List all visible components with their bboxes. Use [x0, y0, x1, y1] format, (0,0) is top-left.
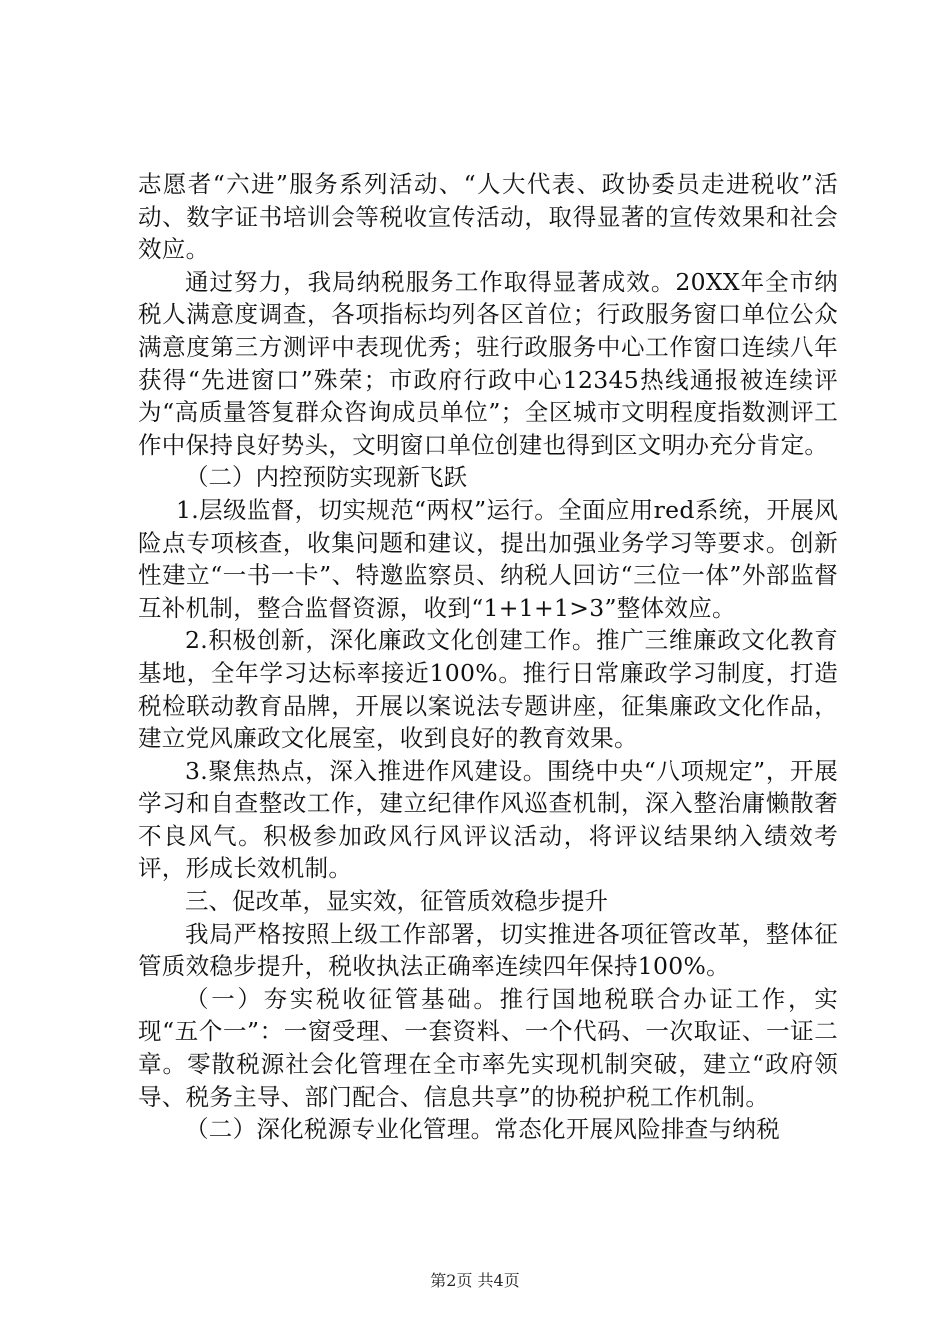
paragraph-collection-foundation: （一）夯实税收征管基础。推行国地税联合办证工作，实现“五个一”：一窗受理、一套资料、一个代码、一次取证、一证二章。零散税源社会化管理在全市率先实现机制突破，建立“政府领导、税务主导、部门配合、信息共享”的协税护税工作机制。 — [138, 984, 838, 1111]
page-footer: 第2页 共4页 — [430, 1271, 520, 1290]
paragraph-volunteer-activities: 志愿者“六进”服务系列活动、“人大代表、政协委员走进税收”活动、数字证书培训会等税收宣传活动，取得显著的宣传效果和社会效应。 — [138, 170, 838, 264]
paragraph-work-style: 3.聚焦热点，深入推进作风建设。围绕中央“八项规定”，开展学习和自查整改工作，建立纪律作风巡查机制，深入整治庸懒散奢不良风气。积极参加政风行风评议活动，将评议结果纳入绩效考评，形成长效机制。 — [138, 756, 838, 883]
heading-internal-control: （二）内控预防实现新飞跃 — [185, 463, 467, 492]
heading-reform: 三、促改革，显实效，征管质效稳步提升 — [185, 887, 608, 916]
paragraph-integrity-culture: 2.积极创新，深化廉政文化创建工作。推广三维廉政文化教育基地，全年学习达标率接近100%。推行日常廉政学习制度，打造税检联动教育品牌，开展以案说法专题讲座，征集廉政文化作品，建立党风廉政文化展室，收到良好的教育效果。 — [138, 626, 838, 753]
document-body — [138, 168, 838, 1146]
paragraph-tax-source-management: （二）深化税源专业化管理。常态化开展风险排查与纳税 — [185, 1115, 780, 1144]
paragraph-level-supervision: 1.层级监督，切实规范“两权”运行。全面应用red系统，开展风险点专项核查，收集问题和建议，提出加强业务学习等要求。创新性建立“一书一卡”、特邀监察员、纳税人回访“三位一体”外部监督互补机制，整合监督资源，收到“1+1+1>3”整体效应。 — [138, 495, 838, 622]
paragraph-service-results: 通过努力，我局纳税服务工作取得显著成效。20XX年全市纳税人满意度调查，各项指标均列各区首位；行政服务窗口单位公众满意度第三方测评中表现优秀；驻行政服务中心工作窗口连续八年获得“先进窗口”殊荣；市政府行政中心12345热线通报被连续评为“高质量答复群众咨询成员单位”；全区城市文明程度指数测评工作中保持良好势头，文明窗口单位创建也得到区文明办充分肯定。 — [138, 267, 838, 459]
paragraph-reform-summary: 我局严格按照上级工作部署，切实推进各项征管改革，整体征管质效稳步提升，税收执法正确率连续四年保持100%。 — [138, 919, 838, 981]
